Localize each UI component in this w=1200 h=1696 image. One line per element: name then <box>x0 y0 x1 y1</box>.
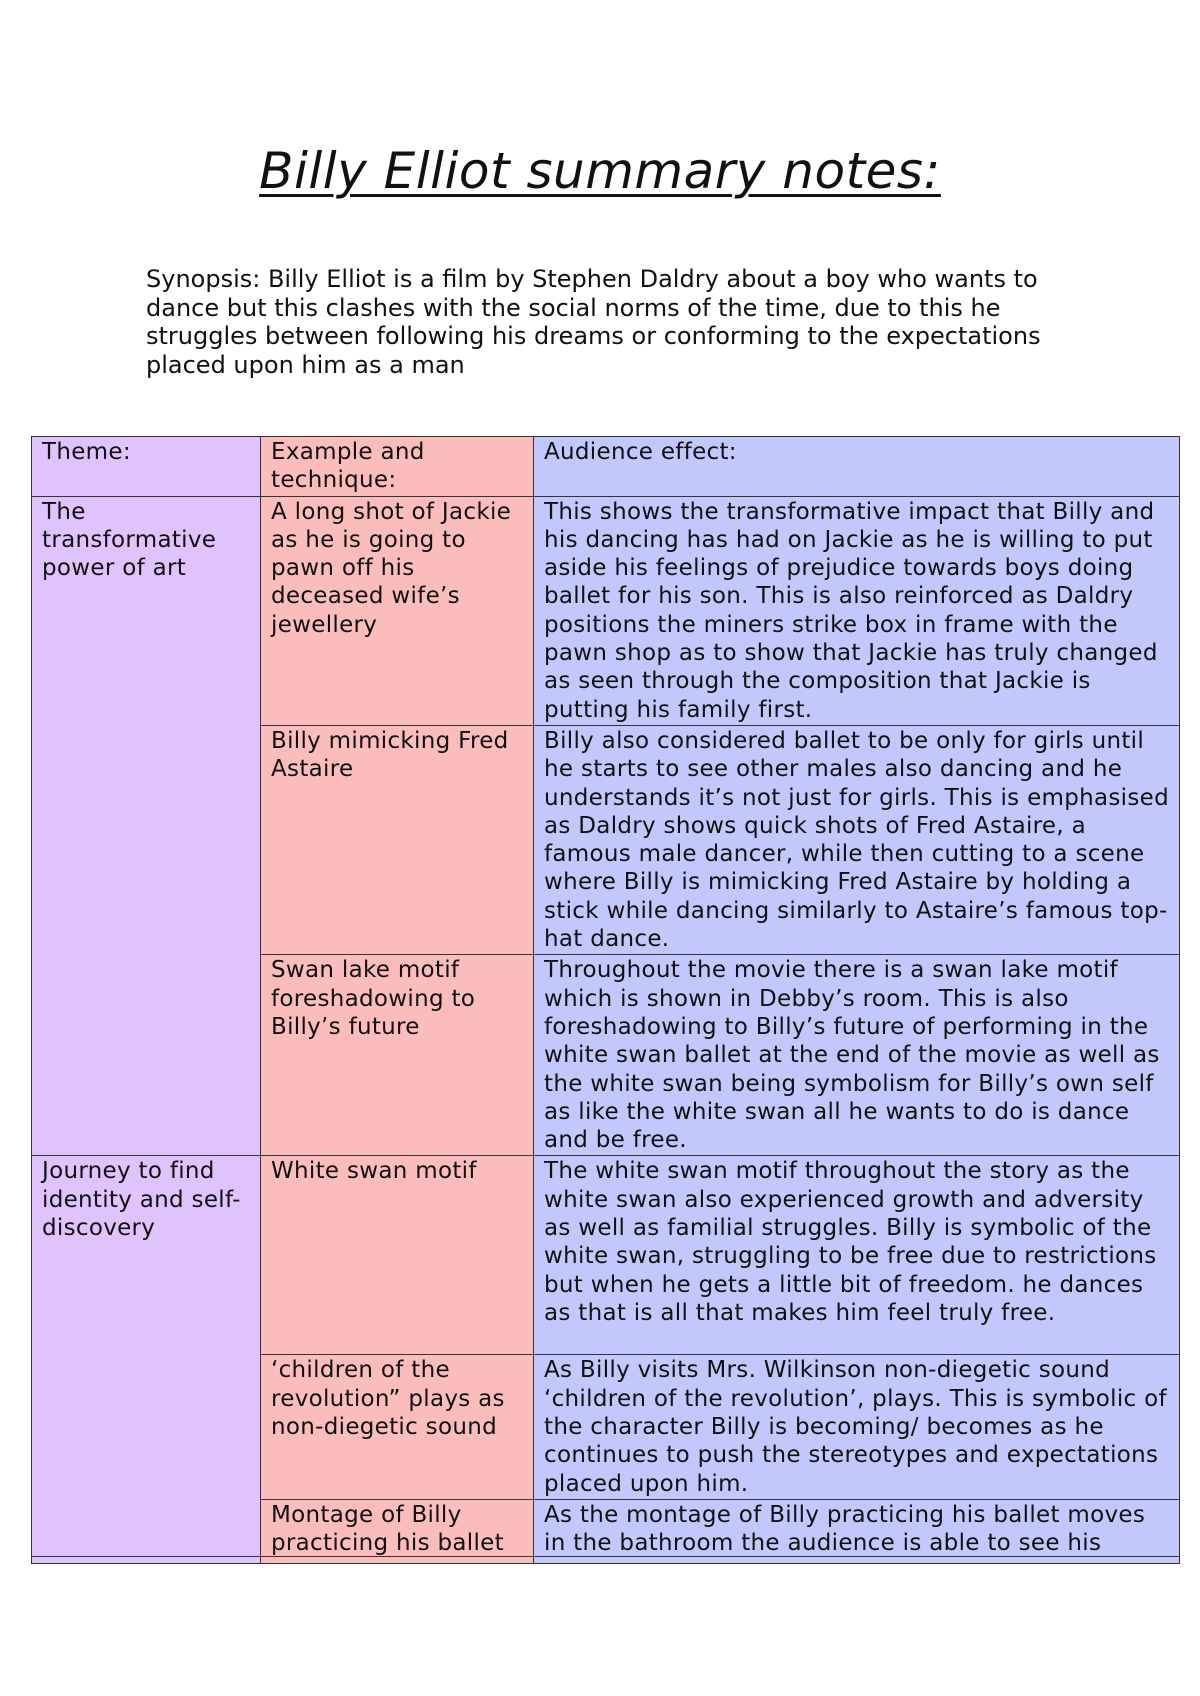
header-theme: Theme: <box>32 437 261 497</box>
example-cell: White swan motif <box>261 1156 534 1355</box>
effect-cell: This shows the transformative impact that Billy and his dancing has had on Jackie as he is willing to put aside his feelings of prejudice towards boys doing ballet for his son. This is also reinforced as Daldry positions the miners strike box in frame with the pawn shop as to show that Jackie has truly changed as seen through the composition that Jackie is putting his family first. <box>534 496 1180 725</box>
effect-cell: Billy also considered ballet to be only for girls until he starts to see other males also dancing and he understands it’s not just for girls. This is emphasised as Daldry shows quick shots of Fred Astaire, a famous male dancer, while then cutting to a scene where Billy is mimicking Fred Astaire by holding a stick while dancing similarly to Astaire’s famous top-hat dance. <box>534 725 1180 954</box>
example-cell: A long shot of Jackie as he is going to pawn off his deceased wife’s jewellery <box>261 496 534 725</box>
summary-table <box>31 436 1180 1564</box>
table-row <box>32 1156 1180 1355</box>
header-example: Example and technique: <box>261 437 534 497</box>
synopsis-paragraph: Synopsis: Billy Elliot is a film by Stephen Daldry about a boy who wants to dance but this clashes with the social norms of the time, due to this he struggles between following his dreams or conforming to the expectations placed upon him as a man <box>146 265 1041 379</box>
header-effect: Audience effect: <box>534 437 1180 497</box>
effect-cell: Throughout the movie there is a swan lake motif which is shown in Debby’s room. This is also foreshadowing to Billy’s future of performing in the white swan ballet at the end of the movie as well as the white swan being symbolism for Billy’s own self as like the white swan all he wants to do is dance and be free. <box>534 955 1180 1156</box>
theme-cell-art: The transformative power of art <box>32 496 261 1156</box>
example-cell: Billy mimicking Fred Astaire <box>261 725 534 954</box>
example-cell: Montage of Billy practicing his ballet <box>261 1499 534 1563</box>
effect-cell: As Billy visits Mrs. Wilkinson non-diegetic sound ‘children of the revolution’, plays. This is symbolic of the character Billy is becoming/ becomes as he continues to push the stereotypes and expectations placed upon him. <box>534 1355 1180 1499</box>
effect-cell: The white swan motif throughout the story as the white swan also experienced growth and adversity as well as familial struggles. Billy is symbolic of the white swan, struggling to be free due to restrictions but when he gets a little bit of freedom. he dances as that is all that makes him feel truly free. <box>534 1156 1180 1355</box>
example-cell: ‘children of the revolution” plays as non-diegetic sound <box>261 1355 534 1499</box>
theme-cell-identity: Journey to find identity and self-discovery <box>32 1156 261 1563</box>
page-title: Billy Elliot summary notes: <box>259 142 941 200</box>
example-cell: Swan lake motif foreshadowing to Billy’s future <box>261 955 534 1156</box>
table-row <box>32 496 1180 725</box>
table-header-row <box>32 437 1180 497</box>
effect-cell: As the montage of Billy practicing his ballet moves in the bathroom the audience is able to see his <box>534 1499 1180 1563</box>
table-bottom-rule <box>31 1556 1179 1557</box>
